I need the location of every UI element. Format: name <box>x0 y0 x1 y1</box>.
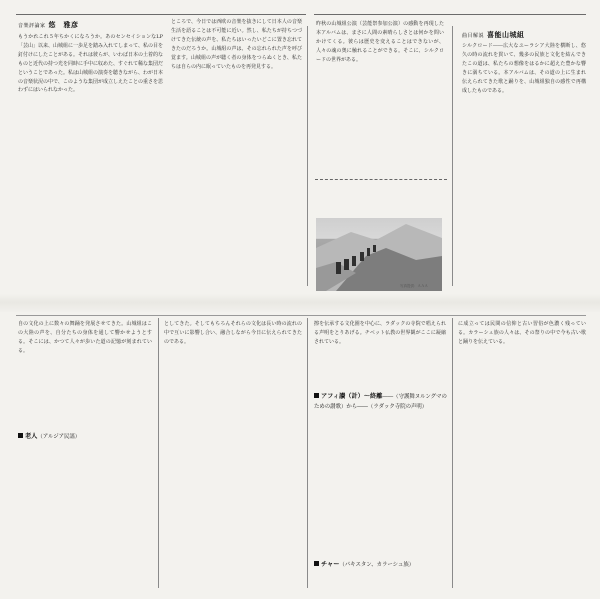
essay-column-4: シルクロード――広大なユーラシア大陸を横断し、悠久の時の流れを貫いて、幾多の民族と文化を結んできたこの道は、私たちの想像をはるかに超えた豊かな響きに満ちている。本アルバムは、その道の上に生まれ伝えられてきた歌と踊りを、山城組独自の感性で再構成したものである。 <box>462 43 586 94</box>
right-author-role: 曲目解説 <box>462 33 485 39</box>
top-rule-right <box>314 14 586 15</box>
column-divider-top-right <box>452 26 453 286</box>
bullet-square-icon <box>314 393 319 398</box>
essay-column-3: 昨秋の山城組公演（芸能祭参加公演）の感動を再現した本アルバムは、まさに人間の素晴らしさとは何かを問いかけてくる。彼らは歴史を変えることはできないが、人々の魂の奥に触れることができる。そこに、シルクロードの世界がある。 <box>316 21 444 63</box>
lower-column-4: に成立っては民間の信仰と古い習俗が色濃く残っている。カラーシュ族の人々は、その祭りの中で今も古い歌と踊りを伝えている。 <box>458 321 586 345</box>
section-heading-cha: チャー（パキスタン、カラーシュ族） <box>314 560 414 570</box>
bullet-square-icon <box>18 433 23 438</box>
section-heading-roujin: 老人（アルジア民謡） <box>18 432 80 442</box>
left-author-role: 音楽評論家 <box>18 23 46 29</box>
left-author-name: 悠 雅彦 <box>48 20 79 29</box>
right-author-title <box>462 30 525 40</box>
section-heading-afi: アフィ讃（計）～終離――（守護舞ヌルングマのための讃歌）から――（ラダック寺院の声明） <box>314 393 447 410</box>
bullet-square-icon <box>314 561 319 566</box>
lower-divider-2 <box>307 318 308 588</box>
page-fold <box>0 294 600 312</box>
desert-caravan-photo <box>316 218 442 291</box>
lower-column-2: としてきた。そしてもちろんそれらの文化は長い時の流れの中で互いに影響し合い、融合しながら今日に伝えられてきたのである。 <box>164 321 302 345</box>
left-author-title <box>18 20 79 30</box>
right-author-name: 喜能山城組 <box>487 30 525 39</box>
dashed-divider <box>315 179 447 180</box>
top-rule-left <box>16 14 306 15</box>
lower-divider-1 <box>158 318 159 588</box>
essay-column-2: ところで、今日では西欧の音楽を抜きにして日本人の音楽生活を語ることは不可能に近い。然し、私たちが持ちつづけてきた伝統の声を、私たちはいったいどこに置き忘れてきたのだろうか。山城組の声は、その忘れられた声を呼び覚ます。山城組の声が聴く者の身体をつらぬくとき、私たちは自らの内に眠っていたものを再発見する。 <box>171 19 302 70</box>
essay-column-1: もうかれこれ５年ちかくになろうか。あのセンセイションなLP「芸山」以来、山城組に一歩足を踏み入れてしまって、私の目を釘付けにしたことがある。それは彼らが、いわば日本の土着的なものと近代の持つ光を同時に手中に収めた、すぐれて稀な集団だということであった。私は山城組の演奏を聴きながら、わが日本の音楽状況の中で、このような集団が成立しえたことの重さを思わずにはいられなかった。 <box>18 34 163 94</box>
lower-top-rule <box>16 315 586 316</box>
lower-column-3-top: 擦を伝承する文化圏を中心に、ラダックの寺院で唱えられる声明をとりあげる。チベット仏教の世界観がここに凝縮されている。 <box>314 321 446 345</box>
lower-column-1-top: 自の文化の上に数々の舞踊を発展させてきた。山城組はこの大陸の声を、自分たちの身体を通して響かせようとする。そこには、かつて人々が歩いた道の記憶が刻まれている。 <box>18 321 152 354</box>
column-divider-top <box>307 26 308 286</box>
photo-credit: 写真提供：ＡＡＡ <box>400 284 428 288</box>
lower-divider-3 <box>452 318 453 588</box>
desert-caravan-illustration <box>316 218 442 291</box>
